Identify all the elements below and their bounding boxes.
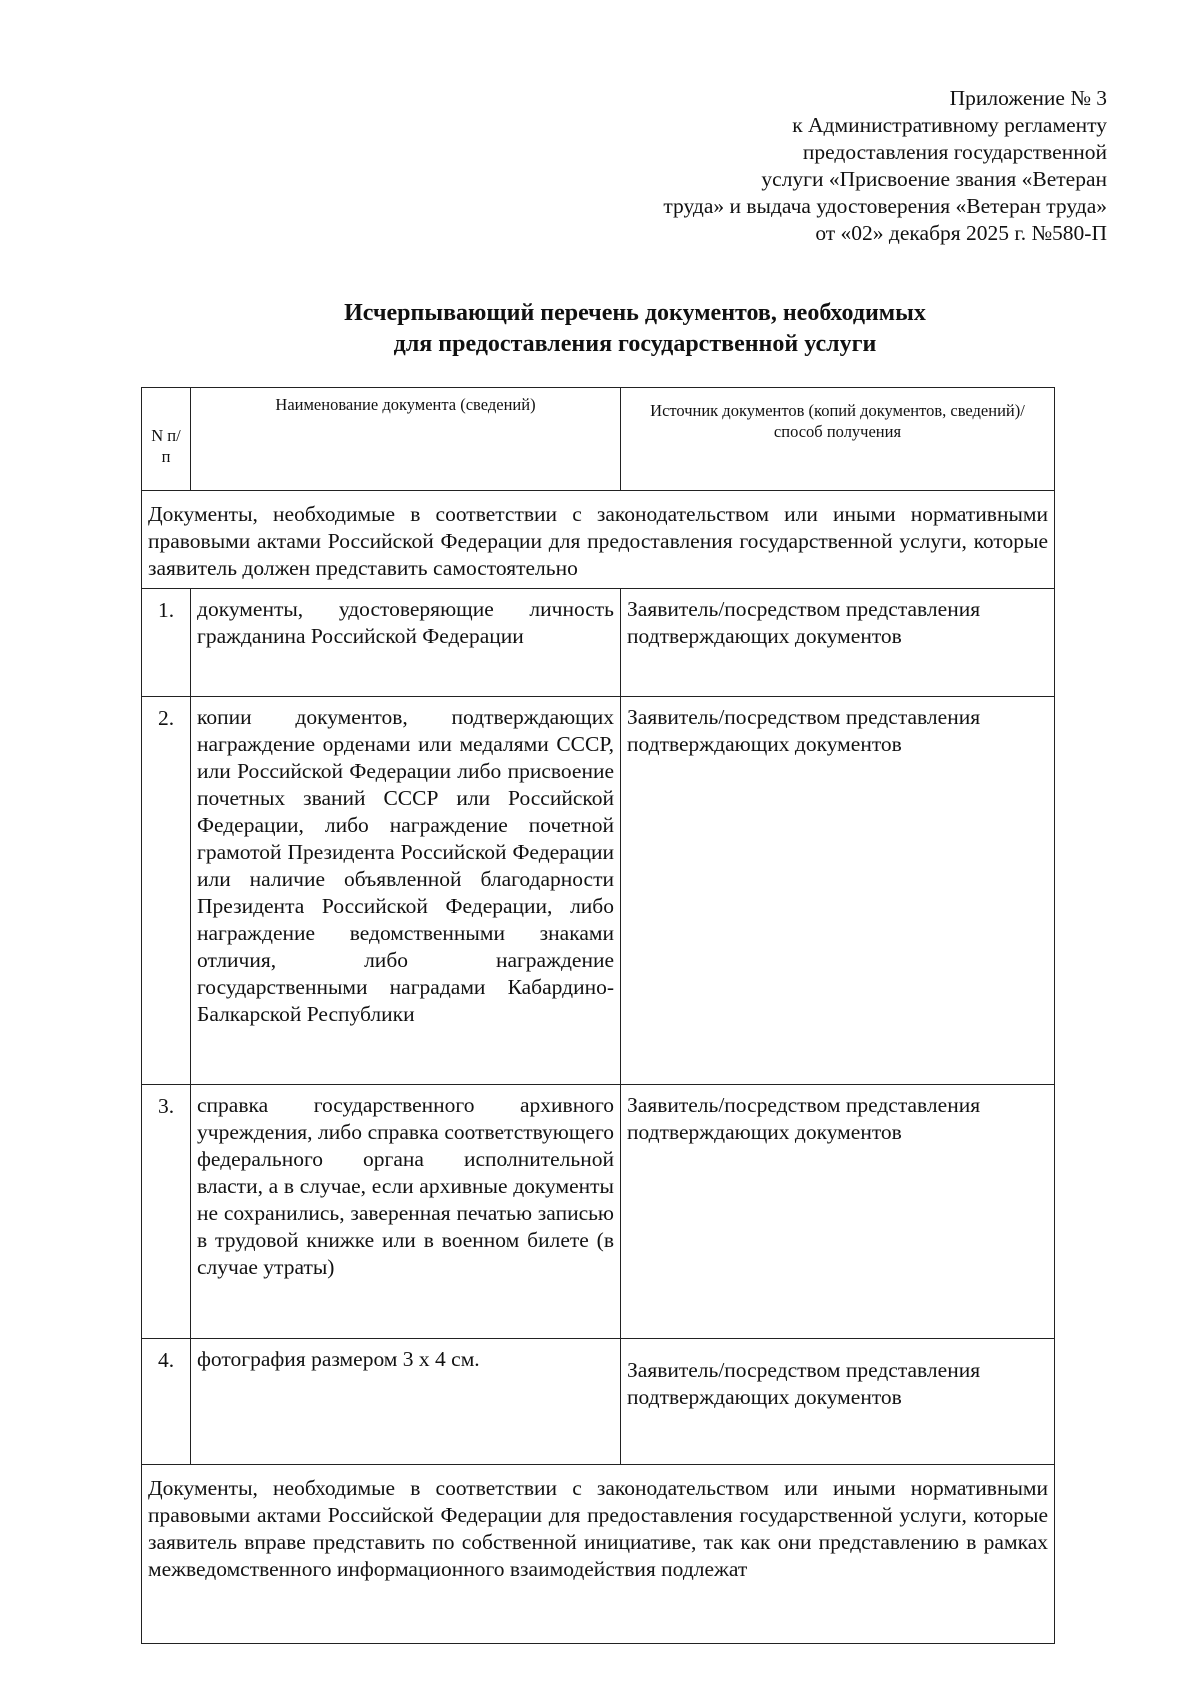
title-line-2: для предоставления государственной услуги xyxy=(393,331,877,357)
header-num: N п/п xyxy=(142,388,191,491)
header-line: Приложение № 3 xyxy=(949,86,1107,110)
section-1-text: Документы, необходимые в соответствии с законодательством или иными нормативными правовыми актами Российской Федерации для предоставления государственной услуги, которые заявитель должен представить самостоятельно xyxy=(142,491,1055,589)
row-num: 2. xyxy=(142,697,191,1085)
section-2-text: Документы, необходимые в соответствии с законодательством или иными нормативными правовыми актами Российской Федерации для предоставления государственной услуги, которые заявитель вправе представить по собственной инициативе, так как они представлению в рамках межведомственного информационного взаимодействия подлежат xyxy=(142,1465,1055,1644)
row-name: фотография размером 3 х 4 см. xyxy=(191,1339,621,1465)
row-name: справка государственного архивного учреждения, либо справка соответствующего федерального органа исполнительной власти, а в случае, если архивные документы не сохранились, заверенная печатью записью в трудовой книжке или в военном билете (в случае утраты) xyxy=(191,1085,621,1339)
row-source: Заявитель/посредством представления подтверждающих документов xyxy=(621,1339,1055,1465)
header-line: от «02» декабря 2025 г. №580-П xyxy=(815,221,1107,245)
row-num: 3. xyxy=(142,1085,191,1339)
row-name: документы, удостоверяющие личность гражданина Российской Федерации xyxy=(191,589,621,697)
section-row xyxy=(142,1465,1055,1644)
documents-table xyxy=(141,387,1055,1644)
title-line-1: Исчерпывающий перечень документов, необходимых xyxy=(344,300,926,326)
header-line: труда» и выдача удостоверения «Ветеран труда» xyxy=(663,194,1107,218)
document-title xyxy=(0,298,1200,360)
header-source: Источник документов (копий документов, сведений)/ способ получения xyxy=(621,388,1055,491)
row-num: 1. xyxy=(142,589,191,697)
table-row xyxy=(142,1085,1055,1339)
table-header-row xyxy=(142,388,1055,491)
table-row xyxy=(142,697,1055,1085)
row-source: Заявитель/посредством представления подтверждающих документов xyxy=(621,697,1055,1085)
header-name: Наименование документа (сведений) xyxy=(191,388,621,491)
section-row xyxy=(142,491,1055,589)
header-line: услуги «Присвоение звания «Ветеран xyxy=(761,167,1107,191)
table-row xyxy=(142,589,1055,697)
row-source: Заявитель/посредством представления подтверждающих документов xyxy=(621,589,1055,697)
row-name: копии документов, подтверждающих награждение орденами или медалями СССР, или Российской Федерации либо присвоение почетных званий СССР или Российской Федерации, либо награждение почетной грамотой Президента Российской Федерации или наличие объявленной благодарности Президента Российской Федерации, либо награждение ведомственными знаками отличия, либо награждение государственными наградами Кабардино-Балкарской Республики xyxy=(191,697,621,1085)
header-line: предоставления государственной xyxy=(802,140,1107,164)
appendix-header xyxy=(547,85,1107,247)
row-source: Заявитель/посредством представления подтверждающих документов xyxy=(621,1085,1055,1339)
table-row xyxy=(142,1339,1055,1465)
header-line: к Административному регламенту xyxy=(792,113,1107,137)
row-num: 4. xyxy=(142,1339,191,1465)
